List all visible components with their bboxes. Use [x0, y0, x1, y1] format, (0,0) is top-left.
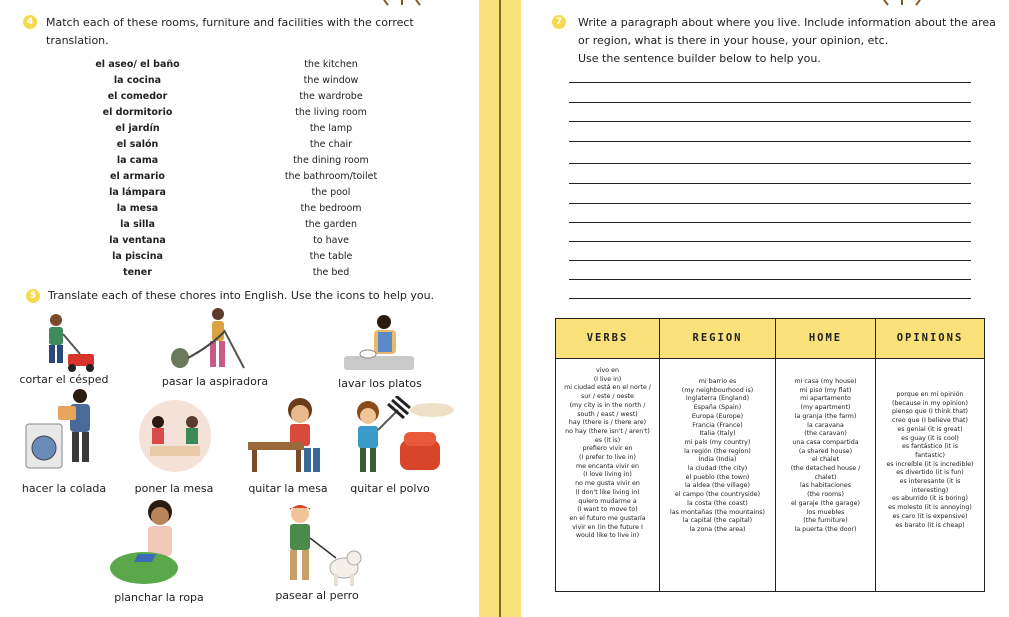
section4-number-badge: 4	[23, 15, 37, 29]
home-column	[776, 378, 875, 535]
home-entry: mi apartamento	[800, 395, 851, 403]
english-word: the wardrobe	[299, 91, 363, 102]
home-entry: (a shared house)	[798, 447, 853, 455]
opinions-entry: es caro (it is expensive)	[892, 512, 968, 520]
region-entry: las montañas (the mountains)	[670, 508, 765, 516]
home-entry: (the furniture)	[803, 517, 848, 525]
opinions-entry: es molesto (it is annoying)	[888, 504, 972, 512]
header-opinions: OPINIONS	[876, 319, 984, 359]
region-entry: mi país (my country)	[684, 438, 751, 446]
verbs-entry: would like to live in)	[575, 532, 640, 540]
verbs-entry: vivir en (in the future I	[572, 523, 643, 531]
home-entry: (the detached house /	[790, 465, 861, 473]
spanish-word: tener	[123, 267, 152, 278]
writing-line[interactable]	[569, 163, 971, 164]
spanish-word: la cocina	[113, 75, 162, 86]
spanish-word: la ventana	[109, 235, 166, 246]
spanish-word: la piscina	[112, 251, 163, 262]
section7-instruction-line2: or region, what is there in your house, your opinion, etc.	[578, 34, 889, 47]
verbs-entry: quiero mudarme a	[578, 497, 637, 505]
chore-label: lavar los platos	[338, 377, 422, 390]
section4-instruction-line2: translation.	[46, 34, 109, 47]
opinions-entry: es divertido (it is fun)	[896, 469, 964, 477]
spanish-word: el salón	[116, 139, 159, 150]
washing-dishes-icon	[340, 312, 416, 376]
region-entry: Europa (Europe)	[691, 412, 744, 420]
region-entry: la región (the region)	[684, 447, 751, 455]
clearing-table-icon	[246, 396, 330, 476]
english-word: the bedroom	[300, 203, 362, 214]
home-entry: las habitaciones	[799, 482, 852, 490]
writing-line[interactable]	[569, 222, 971, 223]
header-verbs: VERBS	[556, 319, 659, 359]
writing-line[interactable]	[569, 141, 971, 142]
home-entry: los muebles	[806, 508, 845, 516]
opinions-entry: es guay (it is cool)	[901, 434, 959, 442]
english-word-list	[270, 57, 392, 281]
home-entry: (the caravan)	[804, 430, 847, 438]
writing-line[interactable]	[569, 102, 971, 103]
english-word: the bed	[312, 267, 350, 278]
region-entry: la costa (the coast)	[687, 499, 748, 507]
english-word: the dining room	[293, 155, 369, 166]
writing-line[interactable]	[569, 260, 971, 261]
verbs-entry: south / east / west)	[577, 410, 638, 418]
section5-number-badge: 5	[26, 289, 40, 303]
opinions-entry: creo que (I believe that)	[892, 417, 968, 425]
dusting-icon	[348, 396, 458, 478]
verbs-entry: en el futuro me gustaría	[569, 514, 646, 522]
region-entry: España (Spain)	[693, 404, 742, 412]
spanish-word: la silla	[120, 219, 155, 230]
spanish-word: el armario	[110, 171, 165, 182]
home-entry: mi piso (my flat)	[799, 386, 852, 394]
chore-label: hacer la colada	[21, 482, 107, 495]
region-entry: Italia (Italy)	[699, 430, 736, 438]
verbs-entry: sur / este / oeste	[581, 393, 634, 401]
home-entry: la granja (the farm)	[794, 412, 857, 420]
spanish-word: la mesa	[116, 203, 159, 214]
region-entry: mi barrio es	[698, 378, 737, 385]
top-decoration-right	[880, 0, 940, 6]
verbs-entry: prefiero vivir en	[582, 445, 633, 453]
writing-line[interactable]	[569, 298, 971, 299]
opinions-entry: fantastic)	[915, 451, 945, 459]
opinions-entry: es increíble (it is incredible)	[886, 460, 974, 468]
writing-line[interactable]	[569, 241, 971, 242]
spanish-word: el comedor	[107, 91, 168, 102]
spanish-word: el aseo/ el baño	[95, 59, 180, 70]
header-home: HOME	[776, 319, 875, 359]
chore-label: pasear al perro	[275, 589, 359, 602]
verbs-entry: mi ciudad está en el norte /	[564, 384, 651, 392]
region-entry: Inglaterra (England)	[685, 395, 750, 403]
section5-instruction: Translate each of these chores into English. Use the icons to help you.	[48, 289, 435, 302]
region-entry: el campo (the countryside)	[674, 491, 761, 499]
setting-table-icon	[136, 400, 214, 476]
opinions-entry: es interesante (it is	[899, 478, 961, 486]
opinions-column	[876, 391, 984, 530]
region-entry: la aldea (the village)	[685, 482, 750, 490]
region-entry: la capital (the capital)	[682, 517, 753, 525]
section4-instruction	[46, 14, 414, 50]
vacuuming-icon	[170, 306, 250, 374]
verbs-entry: vivo en	[596, 367, 619, 374]
english-word: the kitchen	[304, 59, 358, 70]
home-entry: (my apartment)	[800, 404, 851, 412]
mowing-lawn-icon	[36, 312, 98, 374]
section7-instruction-line3: Use the sentence builder below to help you.	[578, 52, 821, 65]
laundry-icon	[24, 388, 100, 474]
opinions-entry: es genial (it is great)	[897, 425, 963, 433]
verbs-entry: (I live in)	[593, 375, 622, 383]
verbs-entry: me encanta vivir en	[576, 462, 639, 470]
ironing-icon	[108, 496, 192, 590]
home-entry: la caravana	[807, 421, 844, 429]
verbs-entry: no me gusta vivir en	[575, 480, 640, 488]
region-entry: la ciudad (the city)	[687, 465, 748, 473]
opinions-entry: es fantástico (it is	[901, 443, 959, 451]
english-word: the pool	[311, 187, 351, 198]
section7-instruction	[578, 14, 996, 68]
english-word: to have	[313, 235, 349, 246]
writing-line[interactable]	[569, 121, 971, 122]
home-entry: una casa compartida	[792, 438, 859, 446]
home-entry: mi casa (my house)	[794, 378, 857, 385]
spanish-word: la cama	[116, 155, 159, 166]
opinions-entry: interesting)	[911, 486, 949, 494]
home-entry: el garaje (the garage)	[791, 499, 860, 507]
opinions-entry: (because in my opinion)	[891, 399, 969, 407]
english-word: the garden	[304, 219, 358, 230]
sentence-builder-table	[555, 318, 985, 592]
english-word: the window	[303, 75, 359, 86]
verbs-column	[556, 367, 659, 541]
english-word: the living room	[295, 107, 367, 118]
spanish-word-list	[80, 57, 195, 281]
english-word: the bathroom/toilet	[284, 171, 378, 182]
verbs-entry: (I want to move to)	[577, 506, 638, 514]
english-word: the chair	[309, 139, 353, 150]
region-entry: el pueblo (the town)	[685, 473, 750, 481]
writing-line[interactable]	[569, 203, 971, 204]
section4-instruction-line1: Match each of these rooms, furniture and facilities with the correct	[46, 16, 414, 29]
verbs-entry: (my city is in the north /	[569, 401, 646, 409]
spanish-word: el jardín	[115, 123, 160, 134]
spanish-word: el dormitorio	[102, 107, 173, 118]
english-word: the table	[309, 251, 353, 262]
writing-line[interactable]	[569, 279, 971, 280]
opinions-entry: es barato (it is cheap)	[895, 521, 965, 529]
chore-label: quitar el polvo	[350, 482, 430, 495]
english-word: the lamp	[309, 123, 353, 134]
chore-label: quitar la mesa	[248, 482, 328, 495]
section7-number-badge: 7	[552, 15, 566, 29]
header-region: REGION	[660, 319, 775, 359]
walking-dog-icon	[270, 500, 362, 590]
region-entry: India (India)	[698, 456, 737, 464]
region-column	[660, 378, 775, 535]
region-entry: Francia (France)	[692, 421, 743, 429]
chore-label: pasar la aspiradora	[161, 375, 269, 388]
home-entry: chalet)	[814, 473, 837, 481]
chore-label: cortar el césped	[19, 373, 109, 386]
home-entry: el chalet	[811, 456, 840, 464]
opinions-entry: es aburrido (it is boring)	[891, 495, 968, 503]
opinions-entry: pienso que (I think that)	[891, 408, 969, 416]
verbs-entry: hay (there is / there are)	[568, 419, 647, 427]
top-decoration-left	[380, 0, 440, 6]
gutter-divider	[499, 0, 501, 617]
writing-line[interactable]	[569, 183, 971, 184]
chore-label: poner la mesa	[134, 482, 214, 495]
home-entry: la puerta (the door)	[794, 525, 857, 533]
writing-line[interactable]	[569, 82, 971, 83]
verbs-entry: no hay (there isn't / aren't)	[565, 427, 650, 435]
verbs-entry: (I love living in)	[583, 471, 632, 479]
region-entry: la zona (the area)	[689, 525, 746, 533]
region-entry: (my neighbourhood is)	[681, 386, 754, 394]
chore-label: planchar la ropa	[114, 591, 204, 604]
verbs-entry: (I prefer to live in)	[579, 454, 636, 462]
home-entry: (the rooms)	[807, 491, 844, 499]
verbs-entry: es (it is)	[594, 436, 621, 444]
opinions-entry: porque en mi opinión	[896, 391, 964, 398]
verbs-entry: (I don't like living in)	[575, 488, 640, 496]
section7-instruction-line1: Write a paragraph about where you live. Include information about the area	[578, 16, 996, 29]
spanish-word: la lámpara	[109, 187, 166, 198]
